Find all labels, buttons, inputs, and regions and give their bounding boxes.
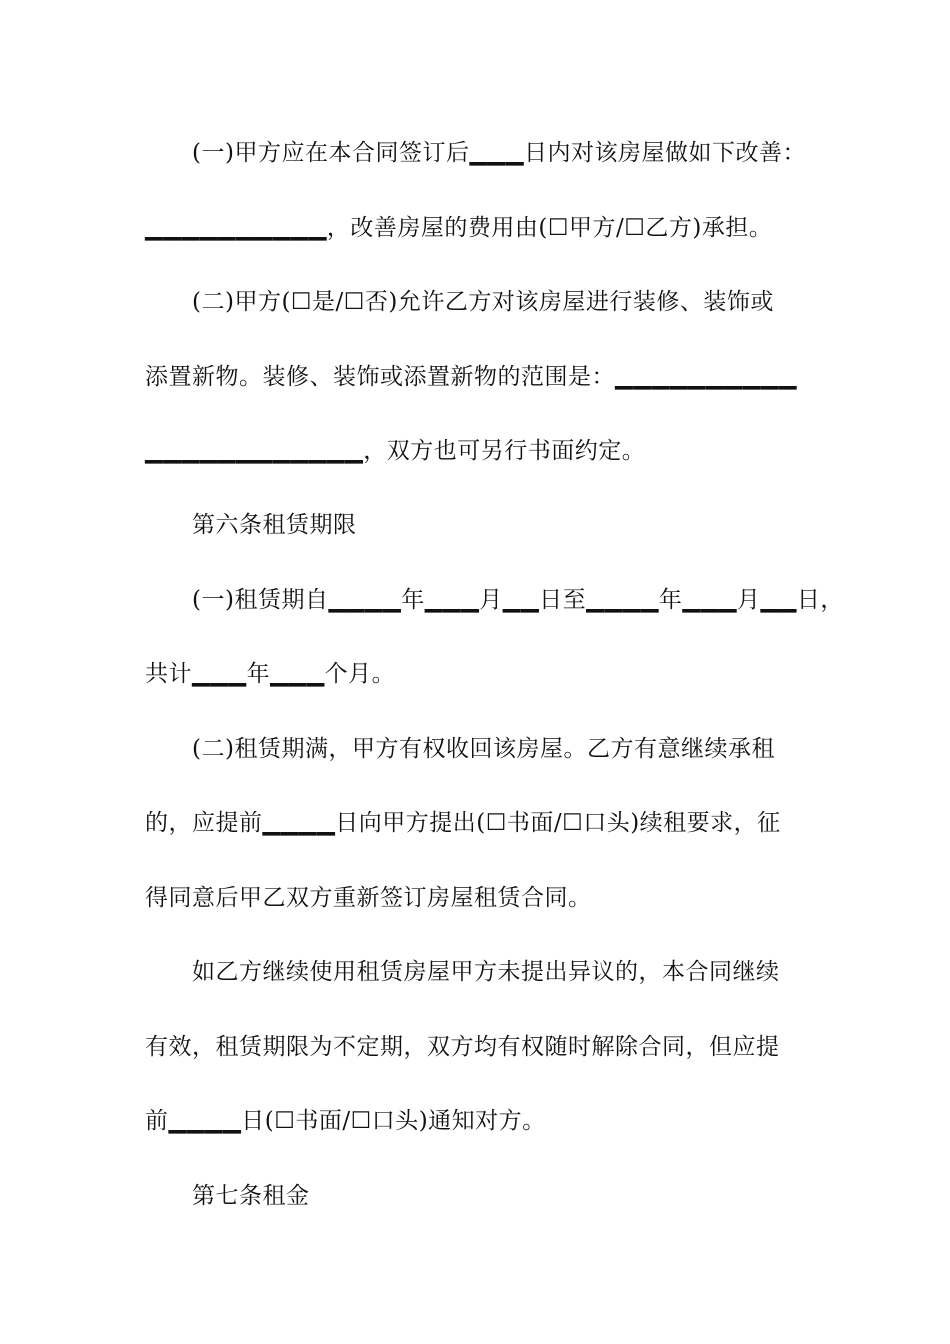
clause-6-2-line-1: (二)租赁期满，甲方有权收回该房屋。乙方有意继续承租 (192, 736, 775, 762)
clause-6-3-line-3: 前▁▁▁▁日(☐书面/☐口头)通知对方。 (145, 1108, 546, 1134)
clause-5-2-line-2: 添置新物。装修、装饰或添置新物的范围是：▁▁▁▁▁▁▁▁▁▁ (145, 364, 797, 390)
clause-6-3-line-2: 有效，租赁期限为不定期，双方均有权随时解除合同，但应提 (145, 1034, 780, 1060)
clause-5-1-line-2: ▁▁▁▁▁▁▁▁▁▁，改善房屋的费用由(☐甲方/☐乙方)承担。 (145, 215, 773, 241)
clause-5-1-line-1: (一)甲方应在本合同签订后▁▁▁日内对该房屋做如下改善： (192, 140, 807, 166)
article-7-heading: 第七条租金 (192, 1183, 310, 1209)
clause-6-1-line-1: (一)租赁期自▁▁▁▁年▁▁▁月▁▁日至▁▁▁▁年▁▁▁月▁▁日， (192, 587, 844, 613)
clause-6-1-line-2: 共计▁▁▁年▁▁▁个月。 (145, 661, 396, 687)
clause-6-3-line-1: 如乙方继续使用租赁房屋甲方未提出异议的，本合同继续 (192, 959, 780, 985)
clause-5-2-line-3: ▁▁▁▁▁▁▁▁▁▁▁▁，双方也可另行书面约定。 (145, 438, 646, 464)
clause-6-2-line-3: 得同意后甲乙双方重新签订房屋租赁合同。 (145, 885, 592, 911)
clause-6-2-line-2: 的，应提前▁▁▁▁日向甲方提出(☐书面/☐口头)续租要求，征 (145, 810, 781, 836)
article-6-heading: 第六条租赁期限 (192, 512, 357, 538)
clause-5-2-line-1: (二)甲方(☐是/☐否)允许乙方对该房屋进行装修、装饰或 (192, 289, 774, 315)
